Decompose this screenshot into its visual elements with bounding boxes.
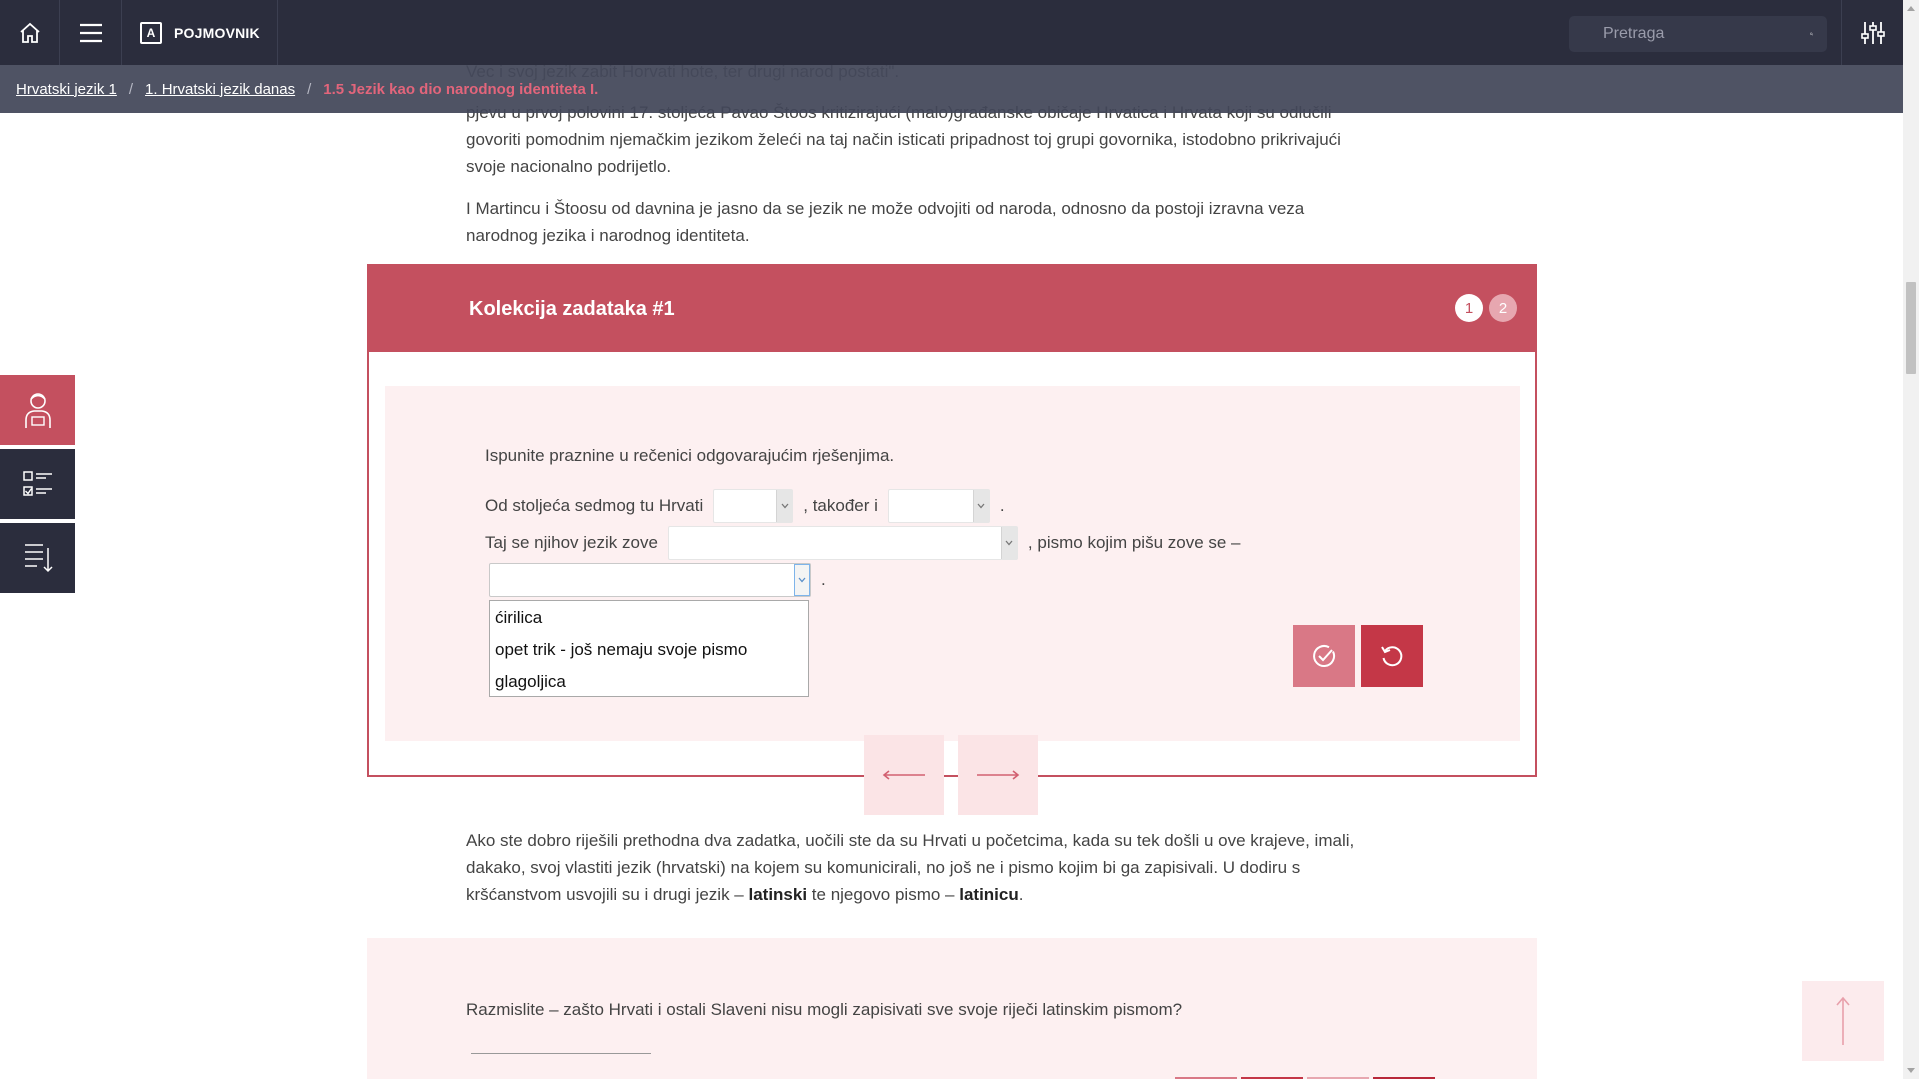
search-input[interactable]: [1603, 25, 1810, 43]
answer-input-line[interactable]: [471, 1053, 651, 1054]
breadcrumb-link-course[interactable]: Hrvatski jezik 1: [16, 80, 117, 98]
task-line-1: [485, 489, 1005, 523]
next-task-button[interactable]: [958, 735, 1038, 815]
task-text: .: [999, 496, 1005, 515]
reset-button[interactable]: [1361, 625, 1423, 687]
gap-select-3[interactable]: [668, 526, 1018, 560]
breadcrumb-separator: /: [307, 80, 312, 98]
scroll-up-arrow[interactable]: [1907, 6, 1915, 11]
gap-select-4[interactable]: [489, 563, 811, 597]
avatar-icon: [23, 390, 53, 430]
assistant-button[interactable]: [0, 375, 75, 445]
task-text: , također i: [803, 496, 878, 515]
undo-icon: [1379, 643, 1405, 669]
top-navigation-bar: [0, 0, 1903, 65]
breadcrumb: [0, 65, 1903, 113]
task-text: , pismo kojim pišu zove se –: [1027, 533, 1241, 552]
chevron-down-icon: [973, 490, 989, 522]
bold-term-latin: latinski: [748, 885, 808, 904]
chevron-down-icon: [776, 490, 792, 522]
text-span: te njegovo pismo –: [807, 885, 960, 904]
paragraph-line: narodnog jezika i narodnog identiteta.: [466, 226, 750, 245]
select-dropdown-list: [489, 600, 809, 697]
hamburger-menu-icon: [79, 23, 103, 43]
search-icon[interactable]: [1810, 26, 1813, 42]
arrow-left-icon: [882, 770, 926, 780]
side-toolbar: [0, 375, 75, 597]
scroll-down-arrow[interactable]: [1907, 1068, 1915, 1073]
gap-select-2[interactable]: [888, 489, 990, 523]
paragraph-line: I Martincu i Štoosu od davnina je jasno da se jezik ne može odvojiti od naroda, odnosno da postoji izravna veza: [466, 199, 1305, 218]
paragraph-line: govoriti pomodnim njemačkim jezikom želeći na taj način isticati pripadnost toj grupi govornika, istodobno prikrivajući: [466, 130, 1341, 149]
dropdown-option[interactable]: ćirilica: [495, 608, 543, 627]
tasks-checklist-button[interactable]: [0, 449, 75, 519]
breadcrumb-link-chapter[interactable]: 1. Hrvatski jezik danas: [145, 80, 296, 98]
collection-pager: [1455, 294, 1517, 322]
glossary-button[interactable]: [122, 0, 278, 65]
task-navigation: [864, 735, 1038, 815]
search-box: [1569, 16, 1827, 52]
prev-task-button[interactable]: [864, 735, 944, 815]
chevron-down-icon: [794, 564, 810, 596]
paragraph-line: Ako ste dobro riješili prethodna dva zadatka, uočili ste da su Hrvati u početcima, kada su tek došli u ove krajeve, imali,: [466, 831, 1355, 850]
task-instruction: Ispunite praznine u rečenici odgovarajućim rješenjima.: [485, 446, 895, 465]
check-answer-button[interactable]: [1293, 625, 1355, 687]
glossary-label: POJMOVNIK: [174, 24, 260, 41]
task-text: .: [821, 570, 826, 589]
text-span: .: [1018, 885, 1024, 904]
back-to-top-button[interactable]: [1802, 981, 1884, 1061]
chevron-down-icon: [1001, 527, 1017, 559]
breadcrumb-current: 1.5 Jezik kao dio narodnog identiteta I.: [323, 80, 599, 98]
collection-title: Kolekcija zadataka #1: [469, 297, 675, 320]
sliders-icon: [1860, 20, 1886, 46]
collection-header: [369, 266, 1535, 352]
pager-page-1[interactable]: 1: [1455, 294, 1483, 322]
task-box: [385, 386, 1520, 741]
arrow-right-icon: [976, 770, 1020, 780]
breadcrumb-separator: /: [128, 80, 134, 98]
paragraph-line: dakako, svoj vlastiti jezik (hrvatski) na kojem su komunicirali, no još ne i pismo kojim bi ga zapisivali. U dodiru s: [466, 858, 1301, 877]
menu-button[interactable]: [60, 0, 122, 65]
arrow-up-icon: [1835, 996, 1851, 1046]
task-collection: [367, 264, 1537, 777]
checklist-icon: [22, 469, 54, 499]
dropdown-option[interactable]: glagoljica: [495, 672, 566, 691]
scroll-thumb[interactable]: [1906, 282, 1916, 374]
home-icon: [18, 21, 42, 45]
paragraph-line: svoje nacionalno podrijetlo.: [466, 157, 672, 176]
task-text: Od stoljeća sedmog tu Hrvati: [485, 496, 704, 515]
pager-page-2[interactable]: 2: [1489, 294, 1517, 322]
reflection-box: [367, 938, 1537, 1079]
page-scrollbar[interactable]: [1903, 0, 1919, 1079]
table-of-contents-button[interactable]: [0, 523, 75, 593]
home-button[interactable]: [0, 0, 60, 65]
gap-select-1[interactable]: [713, 489, 793, 523]
reflection-question: Razmislite – zašto Hrvati i ostali Slaveni nisu mogli zapisivati sve svoje riječi latinskim pismom?: [466, 1000, 1183, 1019]
list-sort-icon: [23, 542, 53, 574]
check-circle-icon: [1311, 643, 1337, 669]
article-paragraph-2: [466, 195, 1421, 249]
text-span: kršćanstvom usvojili su i drugi jezik –: [466, 885, 749, 904]
paragraph-line: [466, 881, 1421, 908]
article-paragraph-3: [466, 827, 1421, 908]
task-text: Taj se njihov jezik zove: [485, 533, 658, 552]
dropdown-option[interactable]: opet trik - još nemaju svoje pismo: [495, 640, 748, 659]
bold-term-latin-script: latinicu: [959, 885, 1019, 904]
task-line-2: [485, 526, 1241, 560]
glossary-icon: A: [140, 22, 162, 44]
settings-button[interactable]: [1841, 0, 1903, 65]
task-line-3: [489, 563, 826, 597]
